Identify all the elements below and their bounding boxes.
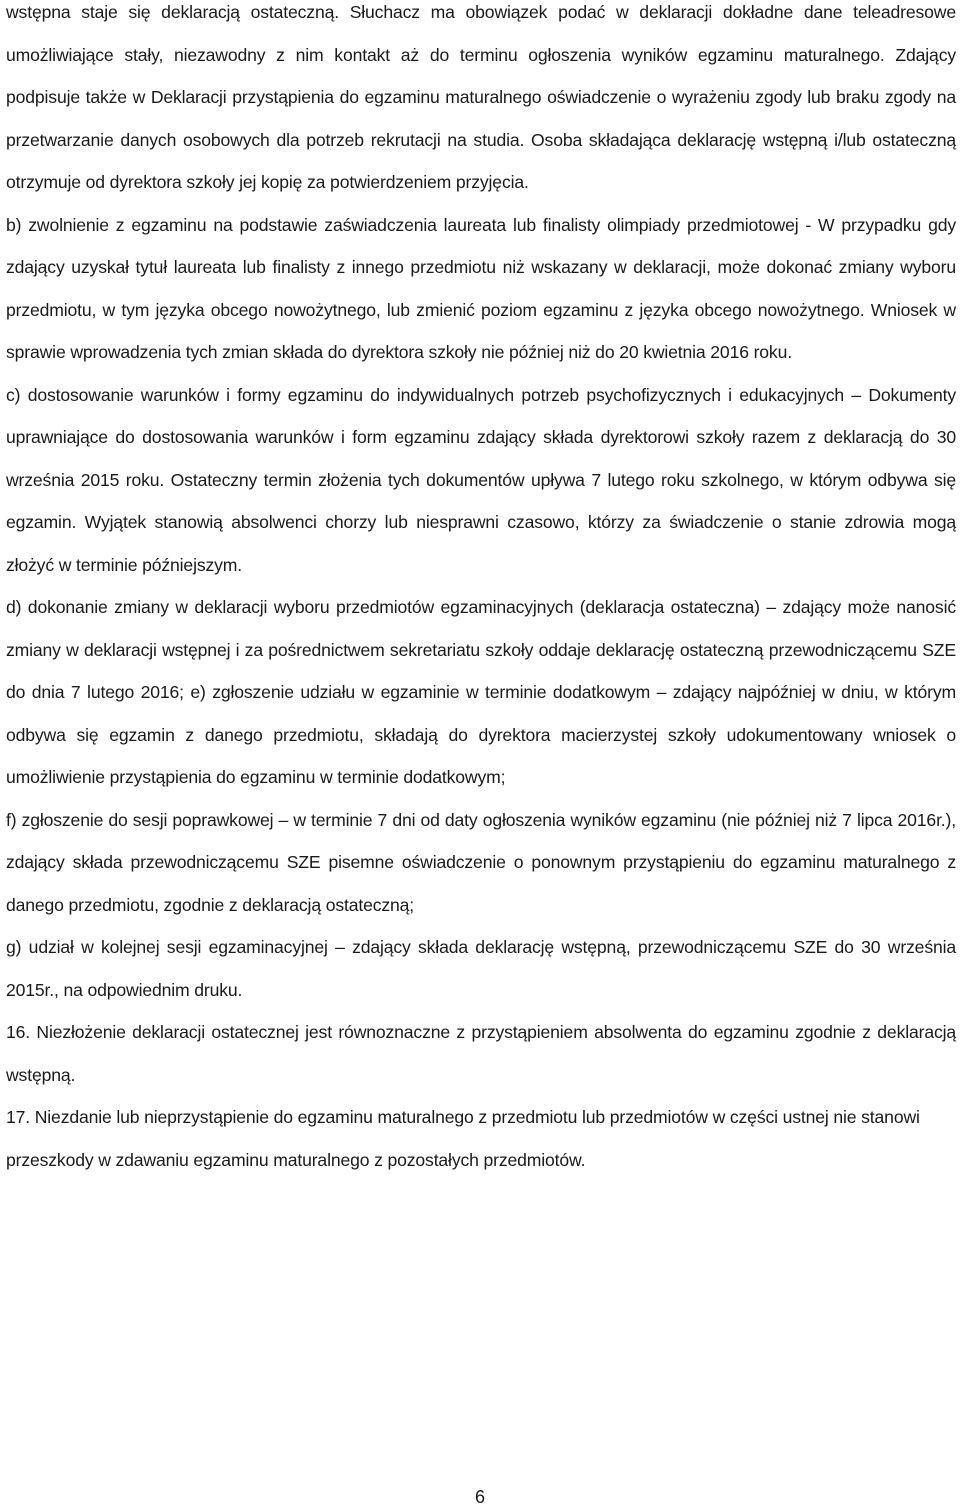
paragraph-b-exam-exemption: b) zwolnienie z egzaminu na podstawie zaświadczenia laureata lub finalisty olimpiady przedmiotowej - W przypadku gdy zdający uzyskał tytuł laureata lub finalisty z innego przedmiotu niż wskazany w deklaracji, może dokonać zmiany wyboru przedmiotu, w tym języka obcego nowożytnego, lub zmienić poziom egzaminu z języka obcego nowożytnego. Wniosek w sprawie wprowadzenia tych zmian składa do dyrektora szkoły nie później niż do 20 kwietnia 2016 roku. bbox=[6, 214, 956, 362]
document-body bbox=[6, 0, 956, 1181]
paragraph-16: 16. Niezłożenie deklaracji ostatecznej jest równoznaczne z przystąpieniem absolwenta do egzaminu zgodnie z deklaracją wstępną. bbox=[6, 1022, 956, 1085]
paragraph-declaration-continuation: wstępna staje się deklaracją ostateczną. Słuchacz ma obowiązek podać w deklaracji dokładne dane teleadresowe umożliwiające stały, niezawodny z nim kontakt aż do terminu ogłoszenia wyników egzaminu maturalnego. Zdający podpisuje także w Deklaracji przystąpienia do egzaminu maturalnego oświadczenie o wyrażeniu zgody lub braku zgody na przetwarzanie danych osobowych dla potrzeb rekrutacji na studia. Osoba składająca deklarację wstępną i/lub ostateczną otrzymuje od dyrektora szkoły jej kopię za potwierdzeniem przyjęcia. bbox=[6, 2, 956, 192]
paragraph-g-next-session: g) udział w kolejnej sesji egzaminacyjnej – zdający składa deklarację wstępną, przewodniczącemu SZE do 30 września 2015r., na odpowiednim druku. bbox=[6, 937, 956, 1000]
paragraph-c-exam-adjustment: c) dostosowanie warunków i formy egzaminu do indywidualnych potrzeb psychofizycznych i edukacyjnych – Dokumenty uprawniające do dostosowania warunków i form egzaminu zdający składa dyrektorowi szkoły razem z deklaracją do 30 września 2015 roku. Ostateczny termin złożenia tych dokumentów upływa 7 lutego roku szkolnego, w którym odbywa się egzamin. Wyjątek stanowią absolwenci chorzy lub niesprawni czasowo, którzy za świadczenie o stanie zdrowia mogą złożyć w terminie późniejszym. bbox=[6, 384, 956, 575]
paragraph-17: 17. Niezdanie lub nieprzystąpienie do egzaminu maturalnego z przedmiotu lub przedmiotów w części ustnej nie stanowi przeszkody w zdawaniu egzaminu maturalnego z pozostałych przedmiotów. bbox=[6, 1107, 920, 1170]
paragraph-f-resit-session: f) zgłoszenie do sesji poprawkowej – w terminie 7 dni od daty ogłoszenia wyników egzaminu (nie później niż 7 lipca 2016r.), zdający składa przewodniczącemu SZE pisemne oświadczenie o ponownym przystąpieniu do egzaminu maturalnego z danego przedmiotu, zgodnie z deklaracją ostateczną; bbox=[6, 809, 956, 915]
paragraph-d-declaration-change: d) dokonanie zmiany w deklaracji wyboru przedmiotów egzaminacyjnych (deklaracja ostateczna) – zdający może nanosić zmiany w deklaracji wstępnej i za pośrednictwem sekretariatu szkoły oddaje deklarację ostateczną przewodniczącemu SZE do dnia 7 lutego 2016; e) zgłoszenie udziału w egzaminie w terminie dodatkowym – zdający najpóźniej w dniu, w którym odbywa się egzamin z danego przedmiotu, składają do dyrektora macierzystej szkoły udokumentowany wniosek o umożliwienie przystąpienia do egzaminu w terminie dodatkowym; bbox=[6, 597, 956, 787]
page-number: 6 bbox=[474, 1487, 485, 1507]
